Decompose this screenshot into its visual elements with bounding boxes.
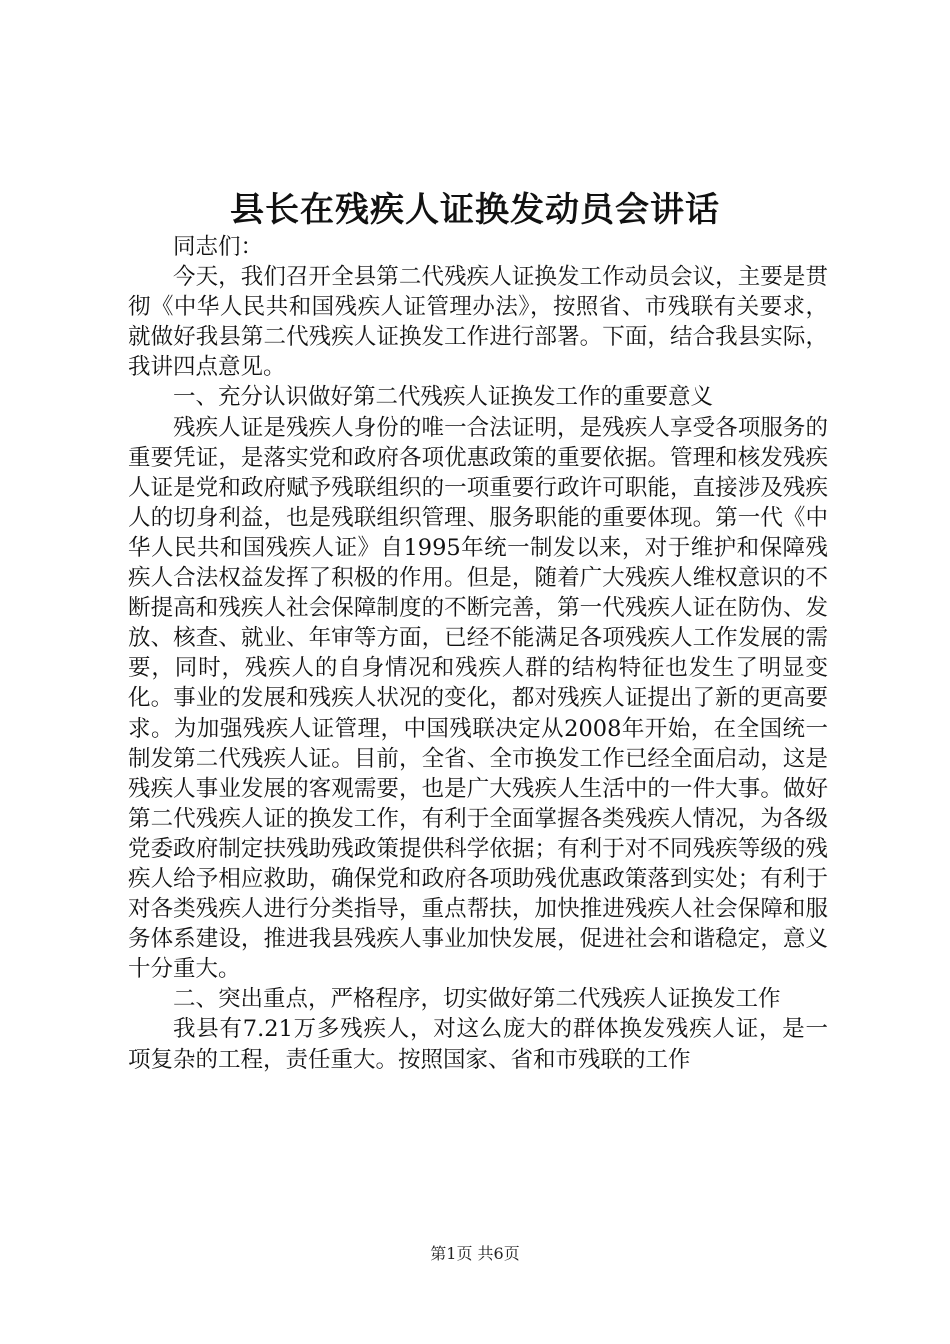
- page-footer: 第1页 共6页: [430, 1244, 520, 1263]
- section-heading-2: 二、突出重点，严格程序，切实做好第二代残疾人证换发工作: [173, 986, 781, 1013]
- section-heading-1: 一、充分认识做好第二代残疾人证换发工作的重要意义: [173, 384, 714, 411]
- document-title: 县长在残疾人证换发动员会讲话: [230, 190, 720, 230]
- paragraph-section-1: 残疾人证是残疾人身份的唯一合法证明，是残疾人享受各项服务的重要凭证，是落实党和政府各项优惠政策的重要依据。管理和核发残疾人证是党和政府赋予残联组织的一项重要行政许可职能，直接涉及残疾人的切身利益，也是残联组织管理、服务职能的重要体现。第一代《中华人民共和国残疾人证》自1995年统一制发以来，对于维护和保障残疾人合法权益发挥了积极的作用。但是，随着广大残疾人维权意识的不断提高和残疾人社会保障制度的不断完善，第一代残疾人证在防伪、发放、核查、就业、年审等方面，已经不能满足各项残疾人工作发展的需要，同时，残疾人的自身情况和残疾人群的结构特征也发生了明显变化。事业的发展和残疾人状况的变化，都对残疾人证提出了新的更高要求。为加强残疾人证管理，中国残联决定从2008年开始，在全国统一制发第二代残疾人证。目前，全省、全市换发工作已经全面启动，这是残疾人事业发展的客观需要，也是广大残疾人生活中的一件大事。做好第二代残疾人证的换发工作，有利于全面掌握各类残疾人情况，为各级党委政府制定扶残助残政策提供科学依据；有利于对不同残疾等级的残疾人给予相应救助，确保党和政府各项助残优惠政策落到实处；有利于对各类残疾人进行分类指导，重点帮扶，加快推进残疾人社会保障和服务体系建设，推进我县残疾人事业加快发展，促进社会和谐稳定，意义十分重大。: [128, 414, 828, 983]
- document-body: [128, 232, 828, 1075]
- paragraph-salutation: 同志们：: [173, 234, 264, 260]
- paragraph-section-2: 我县有7.21万多残疾人，对这么庞大的群体换发残疾人证，是一项复杂的工程，责任重大。按照国家、省和市残联的工作: [128, 1016, 828, 1073]
- paragraph-intro: 今天，我们召开全县第二代残疾人证换发工作动员会议，主要是贯彻《中华人民共和国残疾人证管理办法》，按照省、市残联有关要求，就做好我县第二代残疾人证换发工作进行部署。下面，结合我县实际，我讲四点意见。: [128, 264, 828, 381]
